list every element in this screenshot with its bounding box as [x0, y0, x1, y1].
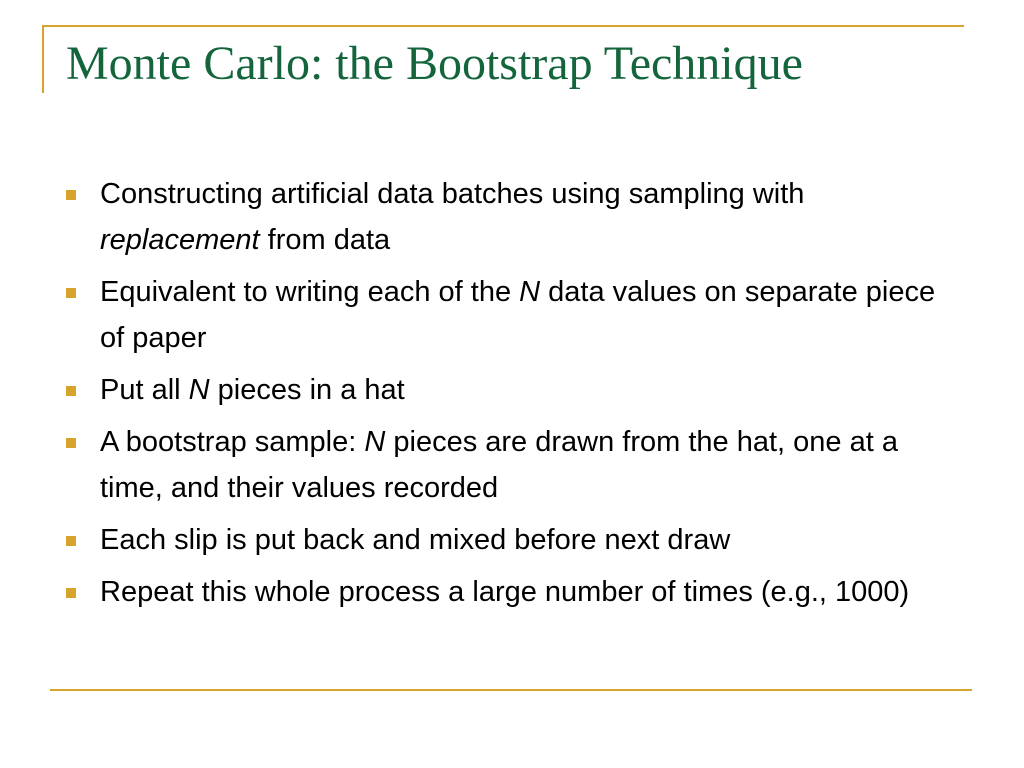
bullet-item [58, 171, 958, 263]
text-segment: Each slip is put back and mixed before next draw [100, 524, 731, 556]
bullet-text [100, 419, 958, 511]
title-frame-left-rule [42, 25, 44, 93]
italic-term: N [364, 426, 386, 458]
bullet-item [58, 569, 958, 615]
bullet-text [100, 569, 958, 615]
square-bullet-icon [66, 288, 76, 298]
bullet-item [58, 419, 958, 511]
square-bullet-icon [66, 190, 76, 200]
italic-term: replacement [100, 224, 260, 256]
text-segment: Equivalent to writing each of the [100, 276, 520, 308]
text-segment: Constructing artificial data batches using sampling with [100, 178, 805, 210]
square-bullet-icon [66, 438, 76, 448]
bullet-list [58, 171, 958, 621]
slide-title: Monte Carlo: the Bootstrap Technique [66, 37, 803, 90]
square-bullet-icon [66, 536, 76, 546]
bullet-text [100, 517, 958, 563]
text-segment: pieces in a hat [209, 374, 405, 406]
bullet-item [58, 367, 958, 413]
text-segment: Repeat this whole process a large number of times (e.g., 1000) [100, 576, 910, 608]
square-bullet-icon [66, 386, 76, 396]
italic-term: N [519, 276, 541, 308]
bullet-item [58, 269, 958, 361]
bullet-text [100, 367, 958, 413]
bullet-item [58, 517, 958, 563]
text-segment: from data [259, 224, 391, 256]
text-segment: A bootstrap sample: [100, 426, 365, 458]
title-frame-top-rule [42, 25, 964, 27]
bullet-text [100, 171, 958, 263]
bullet-text [100, 269, 958, 361]
square-bullet-icon [66, 588, 76, 598]
text-segment: data values on separate piece of paper [100, 276, 936, 354]
text-segment: pieces are drawn from the hat, one at a time, and their values recorded [100, 426, 898, 504]
italic-term: N [188, 374, 210, 406]
footer-divider [50, 689, 972, 691]
text-segment: Put all [100, 374, 189, 406]
